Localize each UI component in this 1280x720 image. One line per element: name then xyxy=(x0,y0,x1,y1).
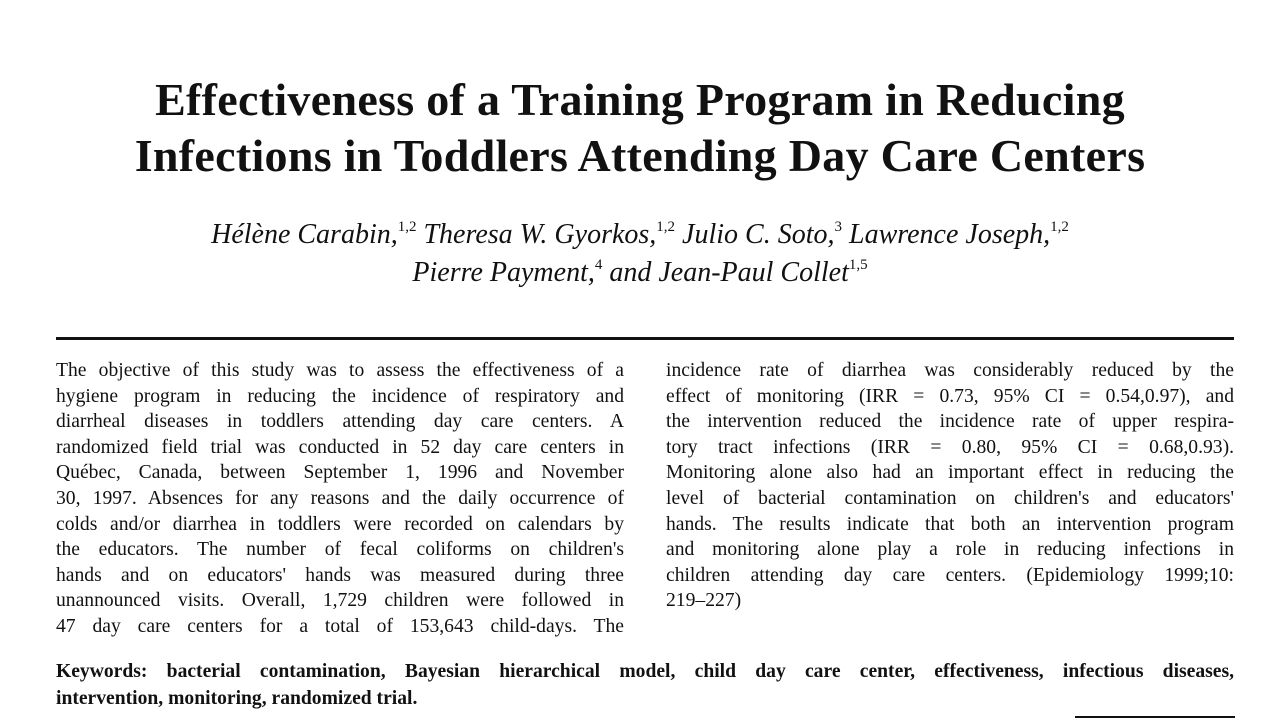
author-affiliation: 4 xyxy=(594,257,603,273)
abstract-line: 47 day care centers for a total of 153,643 child-days. The xyxy=(56,615,624,637)
article-title xyxy=(0,72,1280,184)
abstract-line: incidence rate of diarrhea was considerably reduced by the xyxy=(666,360,1234,381)
abstract-line: 30, 1997. Absences for any reasons and the daily occurrence of xyxy=(56,487,624,509)
abstract-line: colds and/or diarrhea in toddlers were recorded on calendars by xyxy=(56,513,624,535)
author-affiliation: 1,5 xyxy=(848,257,868,273)
keywords-line: Keywords: bacterial contamination, Bayesian hierarchical model, child day care center, effectiveness, infectious diseases, xyxy=(56,661,1234,682)
author-line-2 xyxy=(0,254,1280,292)
abstract-line: tory tract infections (IRR = 0.80, 95% CI = 0.68,0.93). xyxy=(666,436,1234,458)
abstract-line: hands and on educators' hands was measured during three xyxy=(56,564,624,586)
keywords-line: intervention, monitoring, randomized trial. xyxy=(56,688,418,709)
author-name: Hélène Carabin, xyxy=(211,219,398,250)
author-affiliation: 1,2 xyxy=(1050,219,1069,235)
abstract-line: diarrheal diseases in toddlers attending day care centers. A xyxy=(56,411,624,433)
abstract-line: and monitoring alone play a role in reducing infections in xyxy=(666,539,1234,561)
abstract-left-column xyxy=(56,358,624,640)
author-name: Pierre Payment, xyxy=(412,257,595,288)
author-name: Julio C. Soto, xyxy=(675,219,835,250)
author-name: Lawrence Joseph, xyxy=(842,219,1051,250)
author-name: and Jean-Paul Collet xyxy=(602,257,849,288)
abstract-line: Monitoring alone also had an important effect in reducing the xyxy=(666,462,1234,484)
abstract-line: hygiene program in reducing the incidence of respiratory and xyxy=(56,385,624,407)
author-affiliation: 1,2 xyxy=(397,219,417,235)
abstract-line: effect of monitoring (IRR = 0.73, 95% CI = 0.54,0.97), and xyxy=(666,385,1234,407)
author-name: Theresa W. Gyorkos, xyxy=(416,219,657,250)
footer-rule xyxy=(1075,716,1235,718)
author-line-1 xyxy=(0,216,1280,254)
abstract-line: unannounced visits. Overall, 1,729 children were followed in xyxy=(56,590,624,612)
header-divider xyxy=(56,337,1234,340)
abstract-line: the intervention reduced the incidence rate of upper respira- xyxy=(666,411,1234,433)
abstract-line: level of bacterial contamination on children's and educators' xyxy=(666,487,1234,509)
keywords xyxy=(56,658,1234,712)
author-affiliation: 3 xyxy=(834,219,842,235)
abstract-line: randomized field trial was conducted in 52 day care centers in xyxy=(56,436,624,458)
abstract-line: children attending day care centers. (Epidemiology 1999;10: xyxy=(666,564,1234,586)
abstract-line: 219–227) xyxy=(666,590,742,612)
abstract-line: hands. The results indicate that both an intervention program xyxy=(666,513,1234,535)
abstract-line: The objective of this study was to assess the effectiveness of a xyxy=(56,360,624,381)
author-list xyxy=(0,216,1280,292)
abstract-line: Québec, Canada, between September 1, 1996 and November xyxy=(56,462,624,484)
abstract-right-column xyxy=(666,358,1234,614)
title-line-2: Infections in Toddlers Attending Day Care Centers xyxy=(134,130,1146,181)
title-line-1: Effectiveness of a Training Program in Reducing xyxy=(155,74,1125,125)
author-affiliation: 1,2 xyxy=(656,219,676,235)
abstract-line: the educators. The number of fecal coliforms on children's xyxy=(56,539,624,561)
